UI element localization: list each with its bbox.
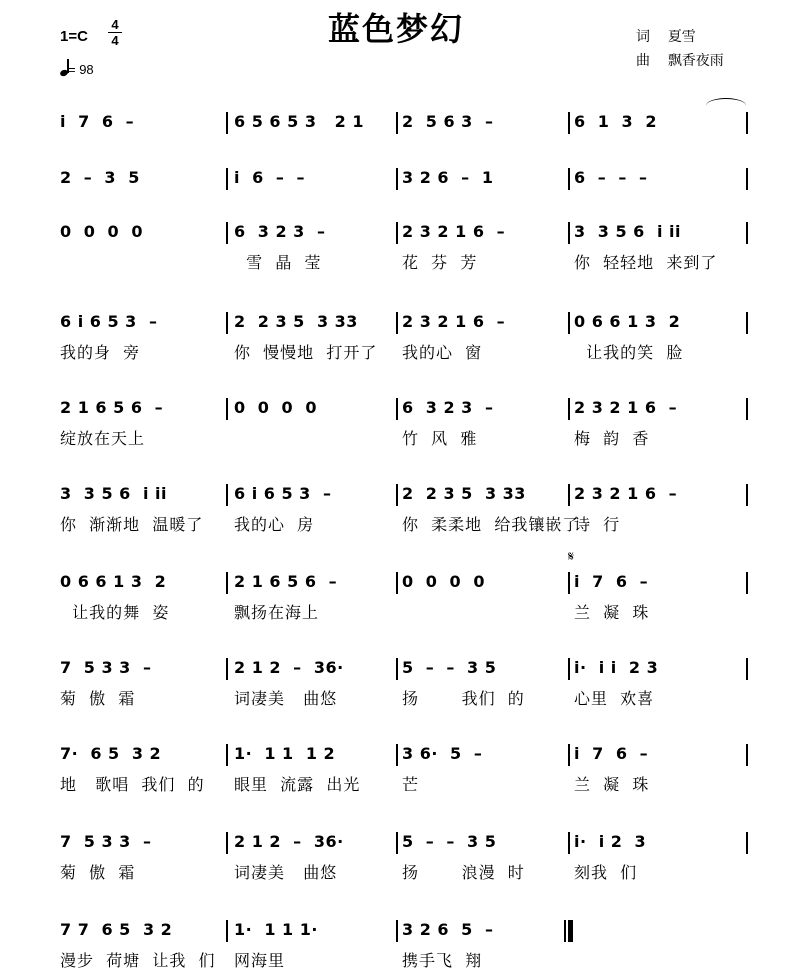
composer-credit (636, 50, 724, 70)
measure-notes: 6 i 6 5 3 – (234, 484, 332, 503)
measure-notes: 3 2 6 5 – (402, 920, 494, 939)
measure-notes: i 7 6 – (574, 744, 649, 763)
notation-line (52, 744, 752, 766)
bar-line (746, 112, 748, 134)
measure-lyrics: 让我的舞 姿 (60, 603, 170, 622)
notation-line (52, 112, 752, 134)
composer-name: 飘香夜雨 (667, 53, 724, 69)
segno-icon: 𝄋 (568, 548, 575, 564)
measure-lyrics: 飘扬在海上 (234, 603, 320, 622)
bar-line (746, 832, 748, 854)
lyrics-line (52, 426, 752, 448)
tempo-marking (60, 62, 94, 77)
measure-notes: 1· 1 1 1· (234, 920, 318, 939)
bar-line (746, 168, 748, 190)
measure-notes: 3 3 5 6 i ii (60, 484, 167, 503)
measure-lyrics: 地 歌唱 我们 的 (60, 775, 205, 794)
lyricist-role: 词 (636, 29, 650, 45)
measure-lyrics: 雪 晶 莹 (234, 253, 322, 272)
bar-line (396, 168, 398, 190)
measure-notes: 0 0 0 0 (234, 398, 317, 417)
lyricist-name: 夏雪 (667, 29, 696, 45)
measure-lyrics: 眼里 流露 出光 (234, 775, 361, 794)
bar-line (226, 312, 228, 334)
bar-line (396, 222, 398, 244)
lyrics-line (52, 686, 752, 708)
bar-line (396, 744, 398, 766)
slur-mark (706, 98, 746, 113)
measure-notes: 6 3 2 3 – (234, 222, 326, 241)
measure-notes: 2 3 2 1 6 – (402, 222, 506, 241)
measure-notes: 2 1 2 – 36· (234, 658, 344, 677)
notation-line (52, 312, 752, 334)
notation-line (52, 222, 752, 244)
bar-line (396, 572, 398, 594)
bar-line (226, 398, 228, 420)
measure-lyrics: 词凄美 曲悠 (234, 689, 338, 708)
bar-line (226, 168, 228, 190)
bar-line (568, 222, 570, 244)
measure-lyrics: 携手飞 翔 (402, 951, 483, 970)
measure-lyrics: 我的心 房 (234, 515, 315, 534)
measure-notes: 6 – – – (574, 168, 648, 187)
measure-notes: i· i 2 3 (574, 832, 647, 851)
measure-notes: 3 3 5 6 i ii (574, 222, 681, 241)
measure-notes: i· i i 2 3 (574, 658, 659, 677)
bar-line (746, 658, 748, 680)
composer-role: 曲 (636, 53, 650, 69)
bar-line (226, 572, 228, 594)
measure-notes: i 6 – – (234, 168, 306, 187)
measure-notes: 5 – – 3 5 (402, 658, 497, 677)
meter-top: 4 (111, 17, 119, 32)
measure-lyrics: 花 芬 芳 (402, 253, 478, 272)
bar-line (746, 222, 748, 244)
bar-line (568, 484, 570, 506)
measure-lyrics: 竹 风 雅 (402, 429, 478, 448)
measure-notes: 2 5 6 3 – (402, 112, 494, 131)
lyrics-line (52, 600, 752, 622)
bar-line (226, 658, 228, 680)
measure-notes: 0 6 6 1 3 2 (60, 572, 167, 591)
bar-line (396, 312, 398, 334)
measure-notes: 2 2 3 5 3 33 (234, 312, 358, 331)
measure-lyrics: 菊 傲 霜 (60, 863, 136, 882)
notation-line (52, 484, 752, 506)
bar-line (568, 744, 570, 766)
notation-line (52, 572, 752, 594)
measure-notes: 7 5 3 3 – (60, 658, 152, 677)
measure-lyrics: 扬 我们 的 (402, 689, 525, 708)
measure-notes: 7 7 6 5 3 2 (60, 920, 173, 939)
notation-line (52, 398, 752, 420)
bar-line (746, 572, 748, 594)
measure-notes: 6 1 3 2 (574, 112, 657, 131)
measure-notes: 2 1 6 5 6 – (234, 572, 338, 591)
bar-line (226, 832, 228, 854)
bar-line (568, 312, 570, 334)
bar-line (396, 398, 398, 420)
bar-line (746, 744, 748, 766)
measure-lyrics: 你 柔柔地 给我镶嵌了 (402, 515, 580, 534)
bar-line (226, 920, 228, 942)
measure-notes: 7 5 3 3 – (60, 832, 152, 851)
measure-lyrics: 扬 浪漫 时 (402, 863, 525, 882)
bar-line (226, 484, 228, 506)
measure-lyrics: 我的心 窗 (402, 343, 483, 362)
measure-notes: 6 i 6 5 3 – (60, 312, 158, 331)
measure-notes: 2 1 2 – 36· (234, 832, 344, 851)
lyricist-credit (636, 26, 696, 46)
bar-line (568, 398, 570, 420)
measure-notes: 2 3 2 1 6 – (402, 312, 506, 331)
measure-notes: 0 0 0 0 (402, 572, 485, 591)
bar-line (396, 832, 398, 854)
lyrics-line (52, 512, 752, 534)
measure-notes: 6 5 6 5 3 2 1 (234, 112, 364, 131)
notation-line (52, 920, 752, 942)
notation-line (52, 658, 752, 680)
measure-notes: 5 – – 3 5 (402, 832, 497, 851)
lyrics-line (52, 250, 752, 272)
bar-line (226, 744, 228, 766)
measure-notes: 2 – 3 5 (60, 168, 140, 187)
measure-lyrics: 网海里 (234, 951, 286, 970)
bar-line (568, 112, 570, 134)
measure-notes: 3 2 6 – 1 (402, 168, 494, 187)
meter-bottom: 4 (111, 33, 119, 48)
measure-lyrics: 词凄美 曲悠 (234, 863, 338, 882)
measure-notes: 3 6· 5 – (402, 744, 483, 763)
notation-line (52, 832, 752, 854)
lyrics-line (52, 772, 752, 794)
measure-notes: 7· 6 5 3 2 (60, 744, 162, 763)
bar-line (568, 832, 570, 854)
final-bar-line (564, 920, 566, 942)
tempo-value: = 98 (68, 62, 94, 77)
measure-lyrics: 漫步 荷塘 让我 们 (60, 951, 216, 970)
measure-lyrics: 芒 (402, 775, 420, 794)
bar-line (746, 312, 748, 334)
measure-lyrics: 你 慢慢地 打开了 (234, 343, 378, 362)
measure-lyrics: 刻我 们 (574, 863, 638, 882)
measure-notes: 6 3 2 3 – (402, 398, 494, 417)
measure-lyrics: 绽放在天上 (60, 429, 146, 448)
lyrics-line (52, 860, 752, 882)
bar-line (568, 168, 570, 190)
measure-lyrics: 梅 韵 香 (574, 429, 650, 448)
notation-line (52, 168, 752, 190)
measure-lyrics: 诗 行 (574, 515, 621, 534)
lyrics-line (52, 948, 752, 970)
measure-lyrics: 心里 欢喜 (574, 689, 655, 708)
measure-lyrics: 你 渐渐地 温暖了 (60, 515, 204, 534)
final-bar-line-thick (569, 920, 573, 942)
measure-lyrics: 让我的笑 脸 (574, 343, 684, 362)
bar-line (568, 658, 570, 680)
measure-lyrics: 菊 傲 霜 (60, 689, 136, 708)
bar-line (746, 484, 748, 506)
bar-line (396, 484, 398, 506)
bar-line (396, 920, 398, 942)
bar-line (396, 112, 398, 134)
measure-notes: 0 0 0 0 (60, 222, 143, 241)
time-signature (108, 18, 122, 47)
measure-notes: 2 3 2 1 6 – (574, 398, 678, 417)
measure-notes: 2 2 3 5 3 33 (402, 484, 526, 503)
lyrics-line (52, 140, 752, 162)
lyrics-line (52, 340, 752, 362)
measure-notes: 2 3 2 1 6 – (574, 484, 678, 503)
measure-notes: i 7 6 – (574, 572, 649, 591)
bar-line (226, 222, 228, 244)
quarter-note-icon (60, 62, 68, 76)
key-signature: 1=C (60, 28, 88, 45)
bar-line (226, 112, 228, 134)
lyrics-line (52, 196, 752, 218)
measure-notes: 2 1 6 5 6 – (60, 398, 164, 417)
measure-notes: 0 6 6 1 3 2 (574, 312, 681, 331)
bar-line (746, 398, 748, 420)
measure-notes: 1· 1 1 1 2 (234, 744, 336, 763)
song-title: 蓝色梦幻 (327, 10, 464, 48)
measure-lyrics: 兰 凝 珠 (574, 603, 650, 622)
measure-notes: i 7 6 – (60, 112, 135, 131)
measure-lyrics: 我的身 旁 (60, 343, 141, 362)
measure-lyrics: 兰 凝 珠 (574, 775, 650, 794)
bar-line (396, 658, 398, 680)
measure-lyrics: 你 轻轻地 来到了 (574, 253, 718, 272)
bar-line (568, 572, 570, 594)
